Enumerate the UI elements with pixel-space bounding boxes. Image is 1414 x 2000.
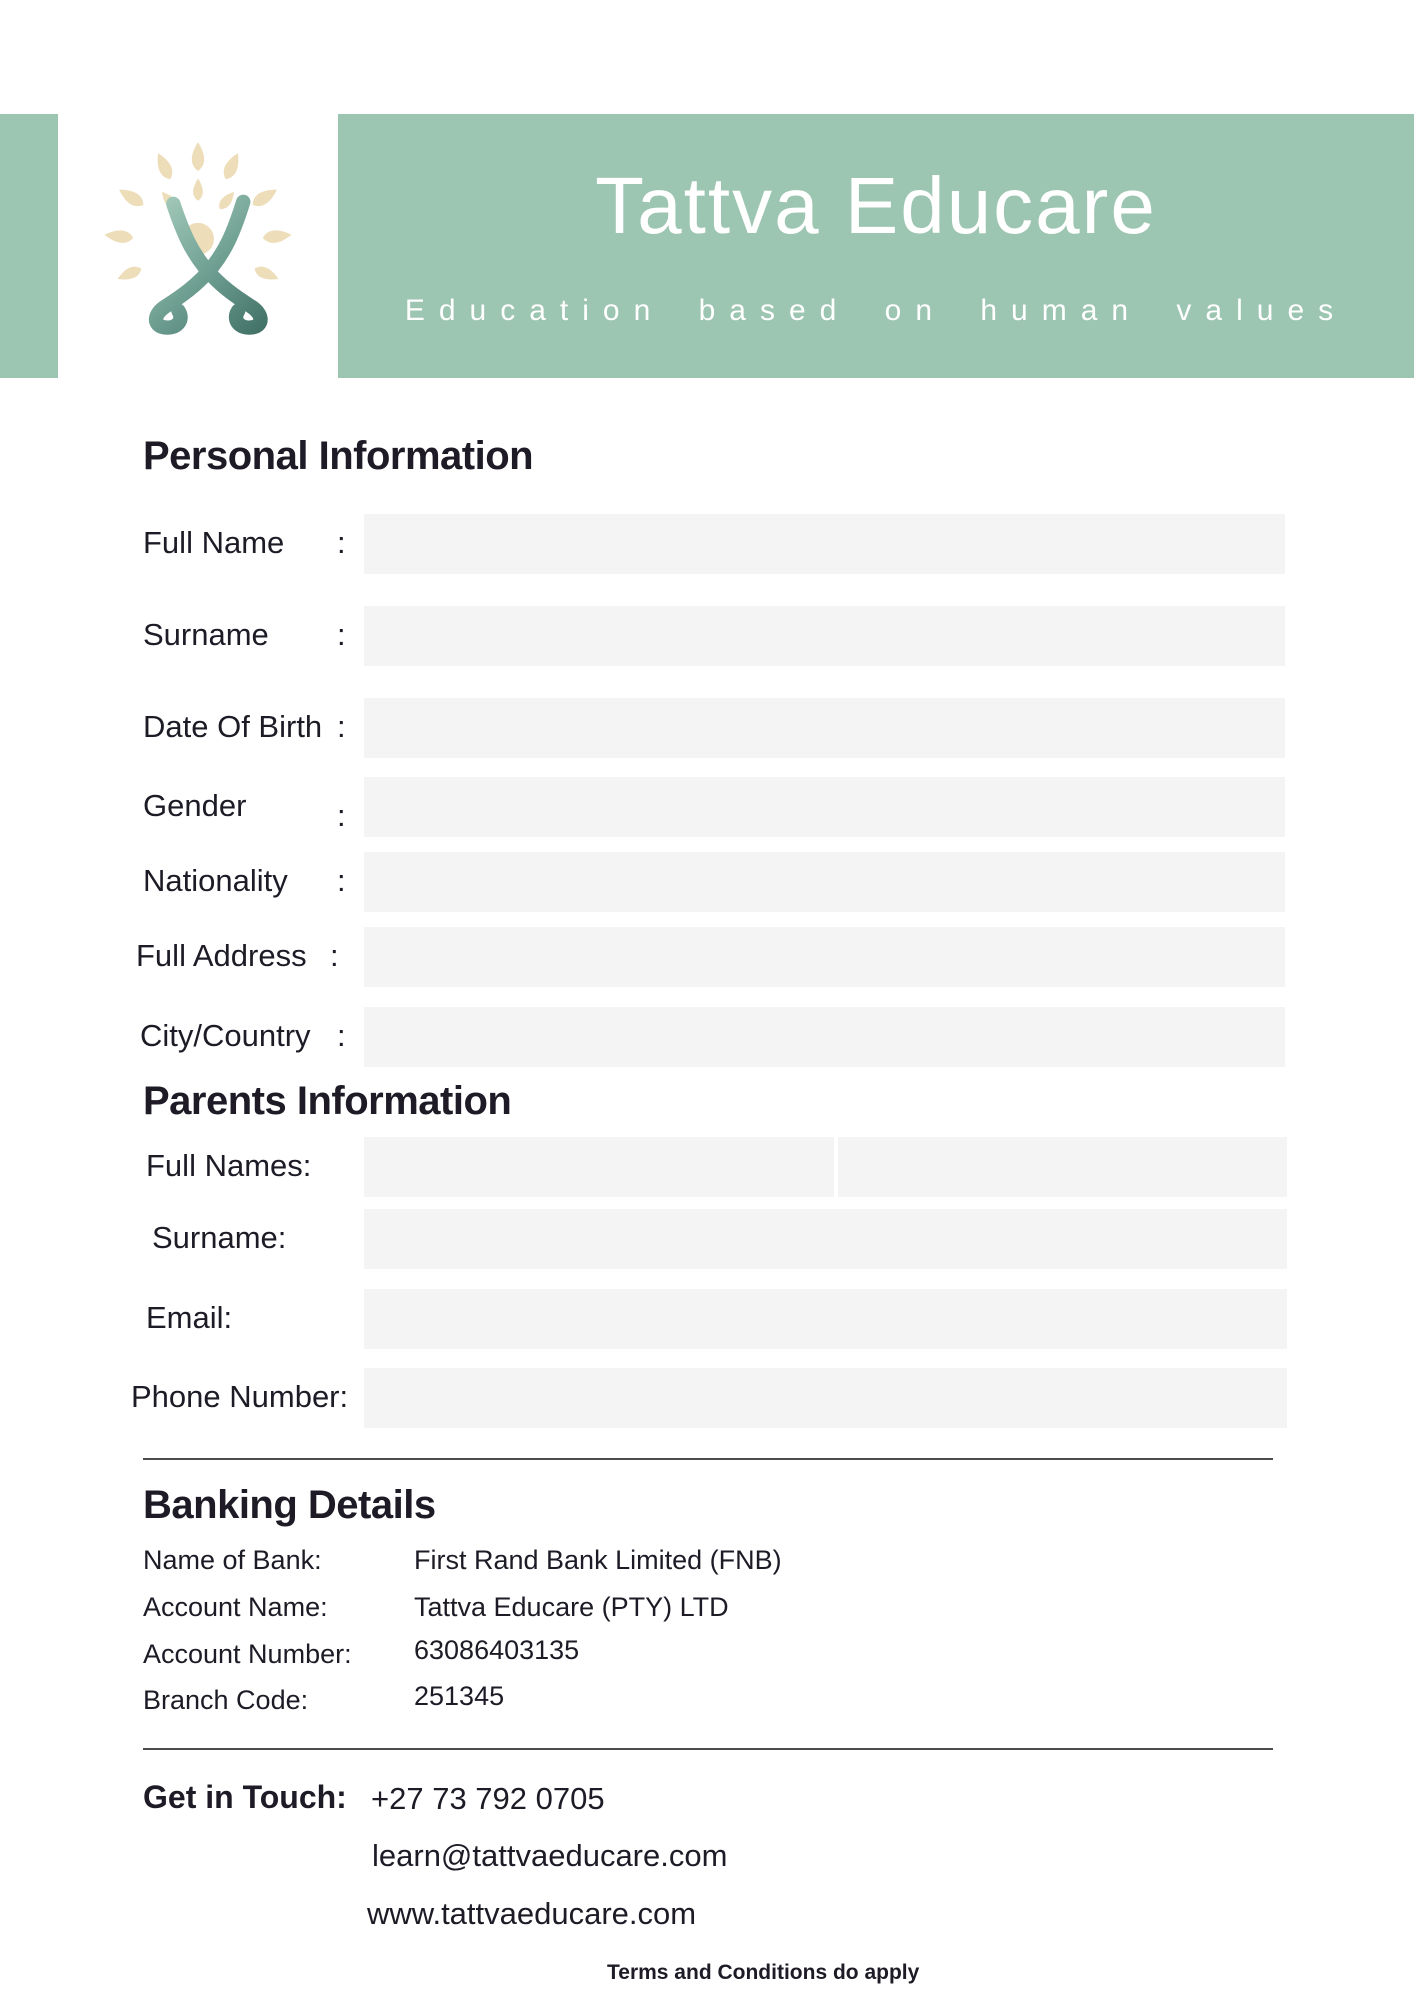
bank-row-branch-code bbox=[0, 1681, 1414, 1719]
personal-information-heading: Personal Information bbox=[143, 434, 534, 478]
terms-note: Terms and Conditions do apply bbox=[607, 1961, 920, 1984]
form-row-parent-phone bbox=[0, 1368, 1414, 1426]
parent-full-names-input-2[interactable] bbox=[838, 1137, 1287, 1197]
get-in-touch-label: Get in Touch: bbox=[143, 1779, 347, 1815]
full-name-label: Full Name bbox=[143, 525, 285, 560]
parent-surname-input[interactable] bbox=[364, 1209, 1287, 1269]
form-row-city-country bbox=[0, 1007, 1414, 1065]
gender-label: Gender bbox=[143, 788, 247, 823]
form-row-full-name bbox=[0, 514, 1414, 572]
nationality-input[interactable] bbox=[364, 852, 1285, 912]
section-divider bbox=[143, 1458, 1273, 1460]
date-of-birth-label: Date Of Birth bbox=[143, 709, 323, 744]
parent-full-names-input-1[interactable] bbox=[364, 1137, 834, 1197]
account-name-label: Account Name: bbox=[143, 1592, 328, 1622]
colon: : bbox=[337, 798, 346, 833]
contact-email: learn@tattvaeducare.com bbox=[372, 1838, 728, 1873]
form-row-parent-full-names bbox=[0, 1137, 1414, 1195]
full-name-input[interactable] bbox=[364, 514, 1285, 574]
form-row-parent-email bbox=[0, 1289, 1414, 1347]
gender-input[interactable] bbox=[364, 777, 1285, 837]
form-row-date-of-birth bbox=[0, 698, 1414, 756]
bank-row-account-name bbox=[0, 1592, 1414, 1626]
colon: : bbox=[337, 525, 346, 560]
brand-tagline: Education based on human values bbox=[404, 294, 1348, 327]
tattva-tree-logo-icon bbox=[95, 136, 301, 357]
account-name-value: Tattva Educare (PTY) LTD bbox=[414, 1592, 729, 1622]
parent-phone-label: Phone Number: bbox=[131, 1379, 349, 1414]
parent-email-label: Email: bbox=[146, 1300, 233, 1335]
branch-code-value: 251345 bbox=[414, 1681, 505, 1711]
form-row-parent-surname bbox=[0, 1209, 1414, 1267]
branch-code-label: Branch Code: bbox=[143, 1685, 309, 1715]
contact-website: www.tattvaeducare.com bbox=[367, 1896, 697, 1931]
full-address-label: Full Address bbox=[136, 938, 307, 973]
parents-information-heading: Parents Information bbox=[143, 1079, 512, 1123]
account-number-label: Account Number: bbox=[143, 1639, 352, 1669]
parent-email-input[interactable] bbox=[364, 1289, 1287, 1349]
header-text-block bbox=[338, 114, 1414, 378]
nationality-label: Nationality bbox=[143, 863, 288, 898]
colon: : bbox=[337, 617, 346, 652]
date-of-birth-input[interactable] bbox=[364, 698, 1285, 758]
form-row-nationality bbox=[0, 852, 1414, 910]
bank-row-account-number bbox=[0, 1635, 1414, 1673]
section-divider bbox=[143, 1748, 1273, 1750]
colon: : bbox=[337, 863, 346, 898]
parent-surname-label: Surname: bbox=[152, 1220, 287, 1255]
bank-row-name-of-bank bbox=[0, 1545, 1414, 1579]
surname-label: Surname bbox=[143, 617, 269, 652]
colon: : bbox=[337, 709, 346, 744]
contact-phone: +27 73 792 0705 bbox=[371, 1781, 605, 1816]
name-of-bank-label: Name of Bank: bbox=[143, 1545, 322, 1575]
contact-row-phone bbox=[0, 1779, 1414, 1819]
brand-title: Tattva Educare bbox=[595, 161, 1157, 250]
full-address-input[interactable] bbox=[364, 927, 1285, 987]
name-of-bank-value: First Rand Bank Limited (FNB) bbox=[414, 1545, 782, 1575]
city-country-input[interactable] bbox=[364, 1007, 1285, 1067]
colon: : bbox=[330, 938, 339, 973]
form-row-gender bbox=[0, 777, 1414, 835]
logo-box bbox=[58, 114, 338, 378]
parent-full-names-label: Full Names: bbox=[146, 1148, 312, 1183]
account-number-value: 63086403135 bbox=[414, 1635, 580, 1665]
parent-phone-input[interactable] bbox=[364, 1368, 1287, 1428]
form-row-full-address bbox=[0, 927, 1414, 985]
banking-details-heading: Banking Details bbox=[143, 1483, 436, 1527]
city-country-label: City/Country bbox=[140, 1018, 311, 1053]
form-row-surname bbox=[0, 606, 1414, 664]
surname-input[interactable] bbox=[364, 606, 1285, 666]
colon: : bbox=[337, 1018, 346, 1053]
